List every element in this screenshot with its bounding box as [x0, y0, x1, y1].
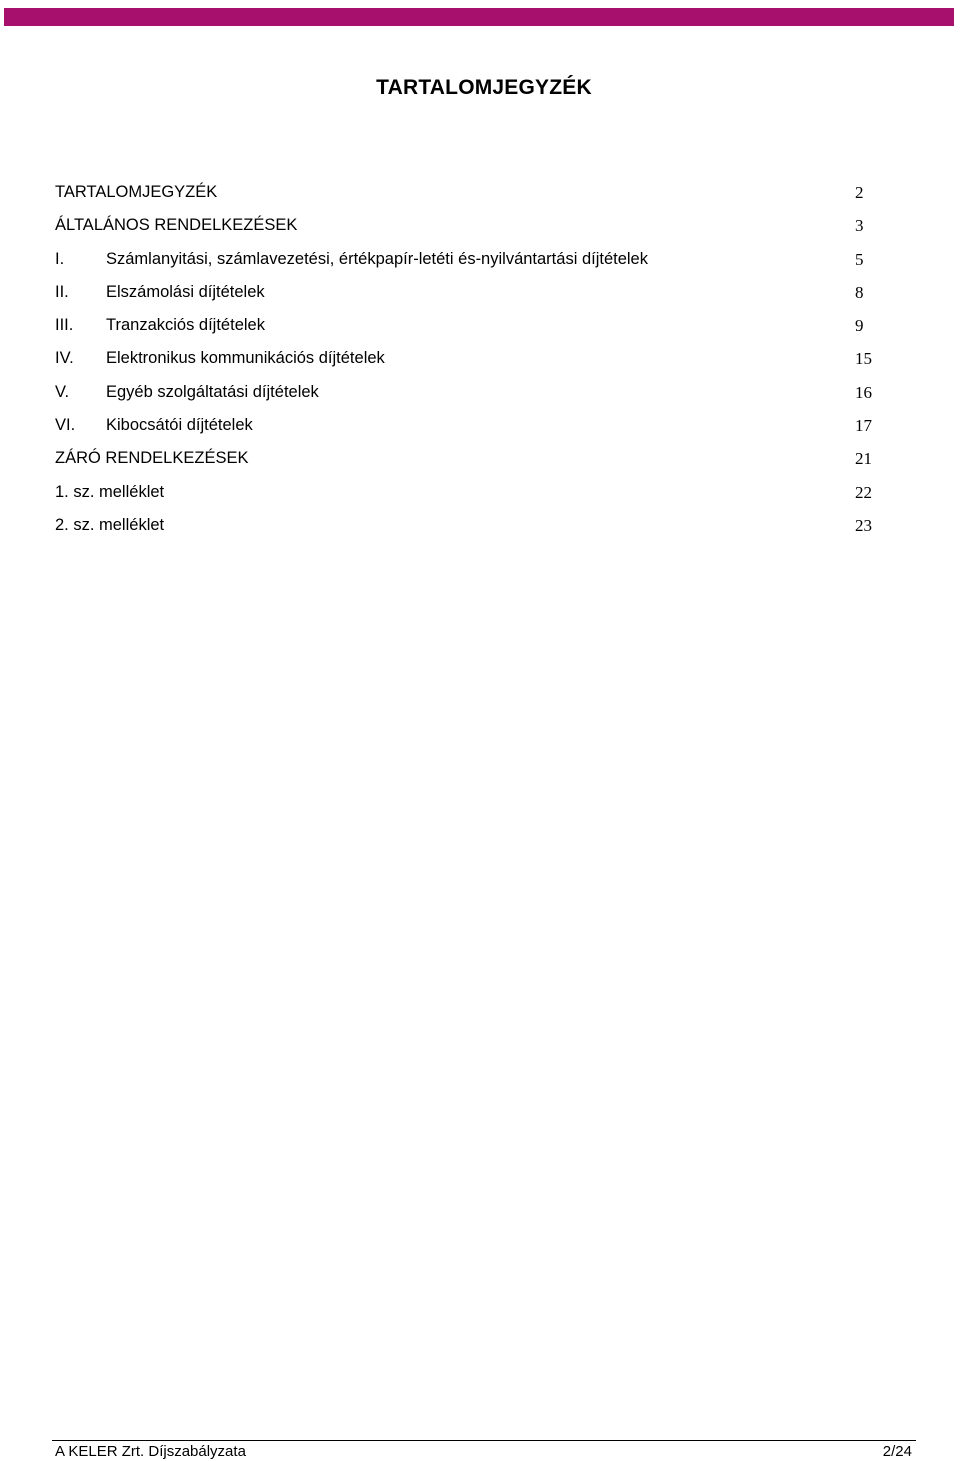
header-accent-bar — [4, 8, 954, 26]
toc-entry-number: II. — [55, 282, 69, 301]
footer-divider — [52, 1440, 916, 1441]
toc-entry[interactable] — [55, 247, 885, 280]
toc-entry-page: 2 — [855, 183, 864, 202]
toc-entry-page: 8 — [855, 282, 864, 302]
toc-entry-number: V. — [55, 382, 70, 401]
toc-entry-page: 17 — [855, 416, 872, 436]
toc-entry-page: 16 — [855, 382, 872, 402]
toc-entry-title: Egyéb szolgáltatási díjtételek — [106, 382, 319, 401]
toc-entry-number: I. — [55, 249, 65, 268]
toc-entry-title: Számlanyitási, számlavezetési, értékpapír-letéti és-nyilvántartási díjtételek — [106, 249, 648, 268]
toc-entry[interactable] — [55, 380, 885, 413]
toc-entry-number: III. — [55, 316, 74, 335]
toc-entry-number: VI. — [55, 416, 76, 435]
toc-entry[interactable] — [55, 280, 885, 313]
toc-entry-page: 15 — [855, 349, 872, 369]
toc-entry[interactable] — [55, 180, 885, 213]
toc-entry[interactable] — [55, 413, 885, 446]
toc-entry-title: Tranzakciós díjtételek — [106, 316, 265, 335]
toc-entry-title: 1. sz. melléklet — [55, 482, 165, 501]
toc-entry-title: Kibocsátói díjtételek — [106, 416, 253, 435]
toc-entry-title: TARTALOMJEGYZÉK — [55, 183, 218, 201]
toc-entry[interactable] — [55, 346, 885, 379]
toc-entry-page: 22 — [855, 482, 872, 502]
toc-entry[interactable] — [55, 513, 885, 546]
toc-entry[interactable] — [55, 213, 885, 246]
footer-page-number: 2/24 — [882, 1443, 912, 1460]
toc-entry-title: ZÁRÓ RENDELKEZÉSEK — [55, 449, 249, 468]
toc-entry-page: 23 — [855, 515, 872, 535]
toc-entry-page: 3 — [855, 216, 864, 236]
toc-entry[interactable] — [55, 313, 885, 346]
toc-entry-title: 2. sz. melléklet — [55, 515, 165, 534]
toc-entry-title: ÁLTALÁNOS RENDELKEZÉSEK — [55, 216, 298, 235]
toc-entry[interactable] — [55, 480, 885, 513]
toc-entry-page: 21 — [855, 449, 872, 469]
toc-entry[interactable] — [55, 446, 885, 479]
toc-entry-number: IV. — [55, 349, 74, 368]
toc-entry-title: Elektronikus kommunikációs díjtételek — [106, 349, 385, 368]
toc-entry-title: Elszámolási díjtételek — [106, 282, 265, 301]
page-title: TARTALOMJEGYZÉK — [376, 76, 592, 99]
footer-document-name: A KELER Zrt. Díjszabályzata — [55, 1443, 246, 1460]
toc-entry-page: 5 — [855, 249, 864, 269]
toc-entry-page: 9 — [855, 316, 864, 336]
table-of-contents — [55, 180, 885, 546]
